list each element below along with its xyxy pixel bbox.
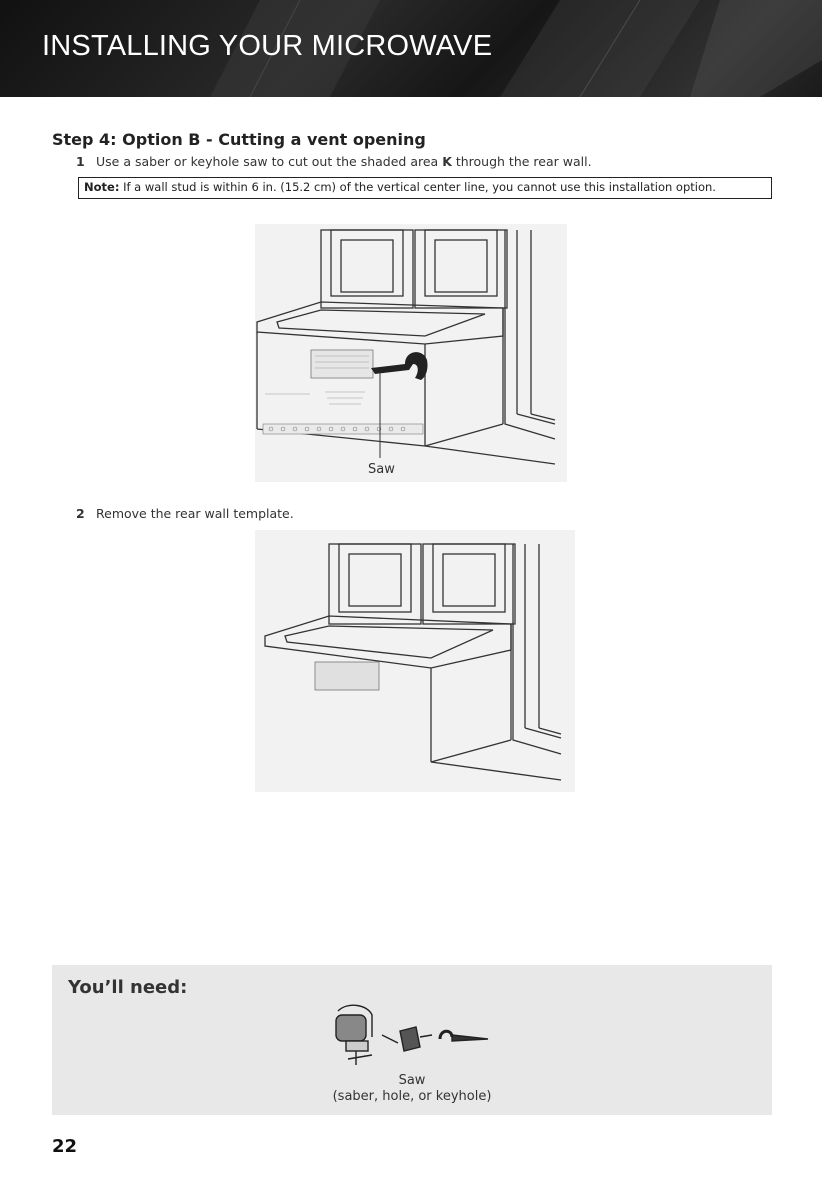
tool-name: Saw — [398, 1073, 426, 1088]
instruction-text: Use a saber or keyhole saw to cut out the shaded area K through the rear wall. — [96, 154, 592, 169]
instruction-number: 1 — [76, 154, 85, 169]
youll-need-title: You’ll need: — [68, 977, 188, 998]
youll-need-panel — [52, 965, 772, 1115]
note-box — [78, 177, 772, 199]
tool-detail: (saber, hole, or keyhole) — [332, 1089, 492, 1104]
instruction-1 — [76, 154, 776, 172]
saw-tools-icon — [328, 1001, 498, 1071]
note-label: Note: — [84, 180, 120, 194]
instruction-number: 2 — [76, 506, 85, 521]
page-header-banner — [0, 0, 822, 97]
saw-callout-label: Saw — [368, 462, 395, 477]
cutting-vent-illustration — [255, 224, 567, 482]
instruction-text: Remove the rear wall template. — [96, 506, 294, 521]
template-removed-illustration — [255, 530, 575, 792]
note-text: If a wall stud is within 6 in. (15.2 cm) of the vertical center line, you cannot use this installation option. — [119, 180, 716, 194]
instruction-2 — [76, 506, 476, 524]
page-number: 22 — [52, 1136, 78, 1157]
page-title: INSTALLING YOUR MICROWAVE — [42, 30, 493, 62]
step-title: Step 4: Option B - Cutting a vent opening — [52, 130, 426, 149]
